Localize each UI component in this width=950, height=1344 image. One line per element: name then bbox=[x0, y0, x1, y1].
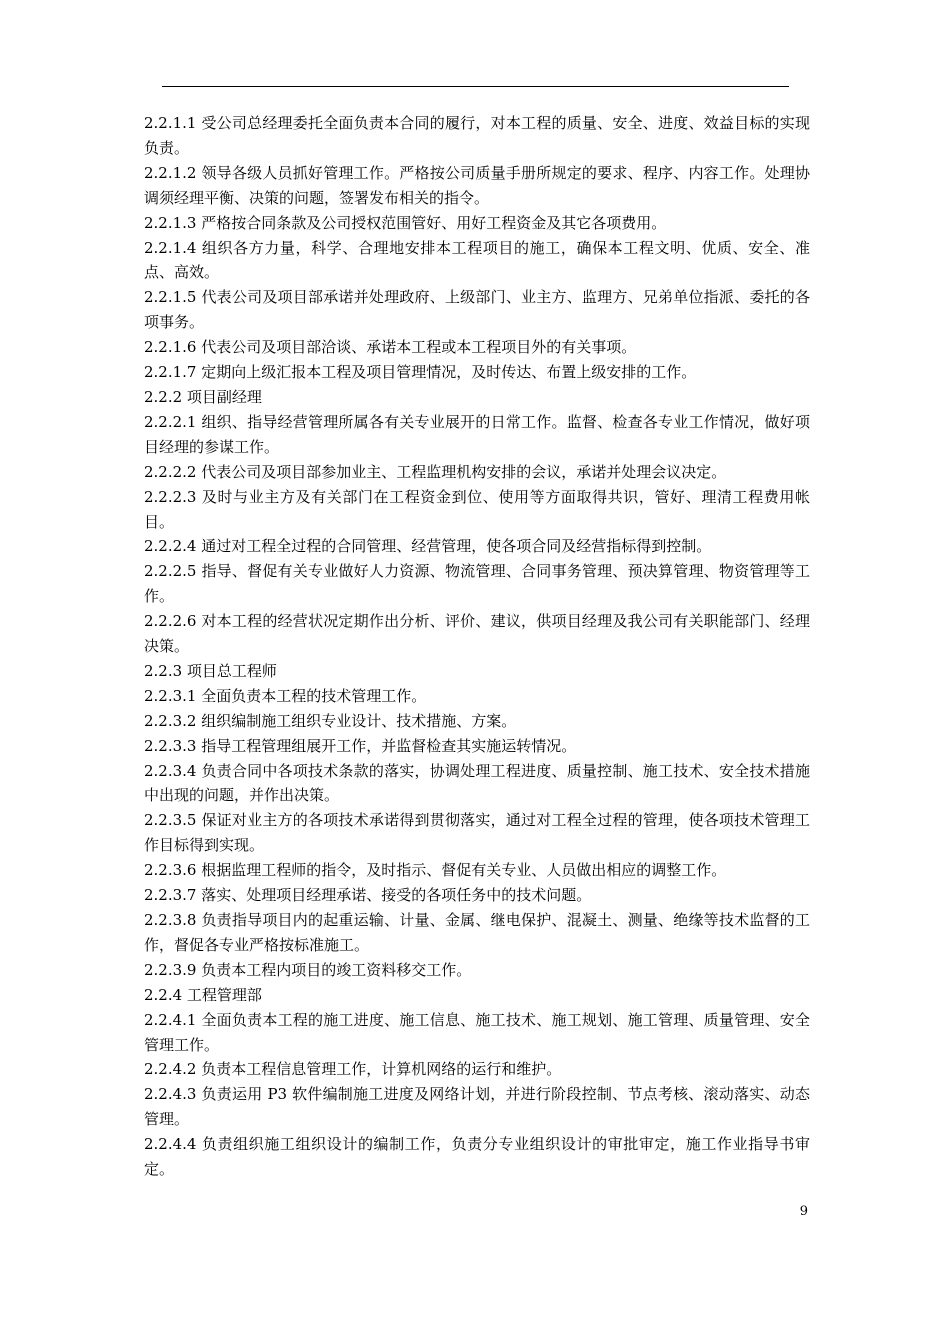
paragraph-2-2-1-1: 2.2.1.1 受公司总经理委托全面负责本合同的履行，对本工程的质量、安全、进度、效益目标的实现负责。 bbox=[144, 114, 810, 157]
paragraph-2-2-4-2: 2.2.4.2 负责本工程信息管理工作，计算机网络的运行和维护。 bbox=[144, 1060, 562, 1079]
paragraph-2-2-2-2: 2.2.2.2 代表公司及项目部参加业主、工程监理机构安排的会议，承诺并处理会议决定。 bbox=[144, 462, 727, 481]
paragraph-2-2-2-3: 2.2.2.3 及时与业主方及有关部门在工程资金到位、使用等方面取得共识，管好、理清工程费用帐目。 bbox=[144, 487, 810, 531]
paragraph-2-2-3-9: 2.2.3.9 负责本工程内项目的竣工资料移交工作。 bbox=[144, 960, 472, 979]
paragraph-2-2-3-7: 2.2.3.7 落实、处理项目经理承诺、接受的各项任务中的技术问题。 bbox=[144, 886, 592, 905]
paragraph-2-2-2-6: 2.2.2.6 对本工程的经营状况定期作出分析、评价、建议，供项目经理及我公司有关职能部门、经理决策。 bbox=[144, 612, 810, 656]
paragraph-2-2-3-8: 2.2.3.8 负责指导项目内的起重运输、计量、金属、继电保护、混凝土、测量、绝缘等技术监督的工作，督促各专业严格按标准施工。 bbox=[144, 911, 810, 954]
section-heading-2-2-4: 2.2.4 工程管理部 bbox=[144, 985, 262, 1004]
paragraph-2-2-3-5: 2.2.3.5 保证对业主方的各项技术承诺得到贯彻落实，通过对工程全过程的管理，使各项技术管理工作目标得到实现。 bbox=[144, 811, 810, 855]
page-number: 9 bbox=[799, 1204, 808, 1219]
paragraph-2-2-3-2: 2.2.3.2 组织编制施工组织专业设计、技术措施、方案。 bbox=[144, 711, 517, 730]
document-body bbox=[144, 111, 810, 1182]
paragraph-2-2-2-5: 2.2.2.5 指导、督促有关专业做好人力资源、物流管理、合同事务管理、预决算管理、物资管理等工作。 bbox=[144, 562, 810, 606]
paragraph-2-2-1-2: 2.2.1.2 领导各级人员抓好管理工作。严格按公司质量手册所规定的要求、程序、内容工作。处理协调须经理平衡、决策的问题，签署发布相关的指令。 bbox=[144, 163, 810, 207]
paragraph-2-2-1-5: 2.2.1.5 代表公司及项目部承诺并处理政府、上级部门、业主方、监理方、兄弟单位指派、委托的各项事务。 bbox=[144, 288, 810, 332]
paragraph-2-2-4-4: 2.2.4.4 负责组织施工组织设计的编制工作，负责分专业组织设计的审批审定，施工作业指导书审定。 bbox=[144, 1135, 810, 1179]
paragraph-2-2-3-3: 2.2.3.3 指导工程管理组展开工作，并监督检查其实施运转情况。 bbox=[144, 736, 577, 755]
paragraph-2-2-3-4: 2.2.3.4 负责合同中各项技术条款的落实，协调处理工程进度、质量控制、施工技术、安全技术措施中出现的问题，并作出决策。 bbox=[144, 761, 810, 805]
paragraph-2-2-1-6: 2.2.1.6 代表公司及项目部洽谈、承诺本工程或本工程项目外的有关事项。 bbox=[144, 338, 637, 357]
paragraph-2-2-1-7: 2.2.1.7 定期向上级汇报本工程及项目管理情况，及时传达、布置上级安排的工作。 bbox=[144, 363, 697, 382]
paragraph-2-2-3-1: 2.2.3.1 全面负责本工程的技术管理工作。 bbox=[144, 686, 427, 705]
paragraph-2-2-3-6: 2.2.3.6 根据监理工程师的指令，及时指示、督促有关专业、人员做出相应的调整工作。 bbox=[144, 861, 727, 880]
section-heading-2-2-2: 2.2.2 项目副经理 bbox=[144, 387, 262, 406]
paragraph-2-2-2-1: 2.2.2.1 组织、指导经营管理所属各有关专业展开的日常工作。监督、检查各专业工作情况，做好项目经理的参谋工作。 bbox=[144, 412, 810, 456]
paragraph-2-2-2-4: 2.2.2.4 通过对工程全过程的合同管理、经营管理，使各项合同及经营指标得到控制。 bbox=[144, 537, 712, 556]
header-rule bbox=[162, 86, 789, 87]
paragraph-2-2-1-4: 2.2.1.4 组织各方力量，科学、合理地安排本工程项目的施工，确保本工程文明、优质、安全、准点、高效。 bbox=[144, 238, 810, 282]
paragraph-2-2-4-3: 2.2.4.3 负责运用 P3 软件编制施工进度及网络计划，并进行阶段控制、节点考核、滚动落实、动态管理。 bbox=[144, 1085, 810, 1129]
paragraph-2-2-4-1: 2.2.4.1 全面负责本工程的施工进度、施工信息、施工技术、施工规划、施工管理、质量管理、安全管理工作。 bbox=[144, 1010, 810, 1054]
section-heading-2-2-3: 2.2.3 项目总工程师 bbox=[144, 661, 277, 680]
paragraph-2-2-1-3: 2.2.1.3 严格按合同条款及公司授权范围管好、用好工程资金及其它各项费用。 bbox=[144, 213, 667, 232]
